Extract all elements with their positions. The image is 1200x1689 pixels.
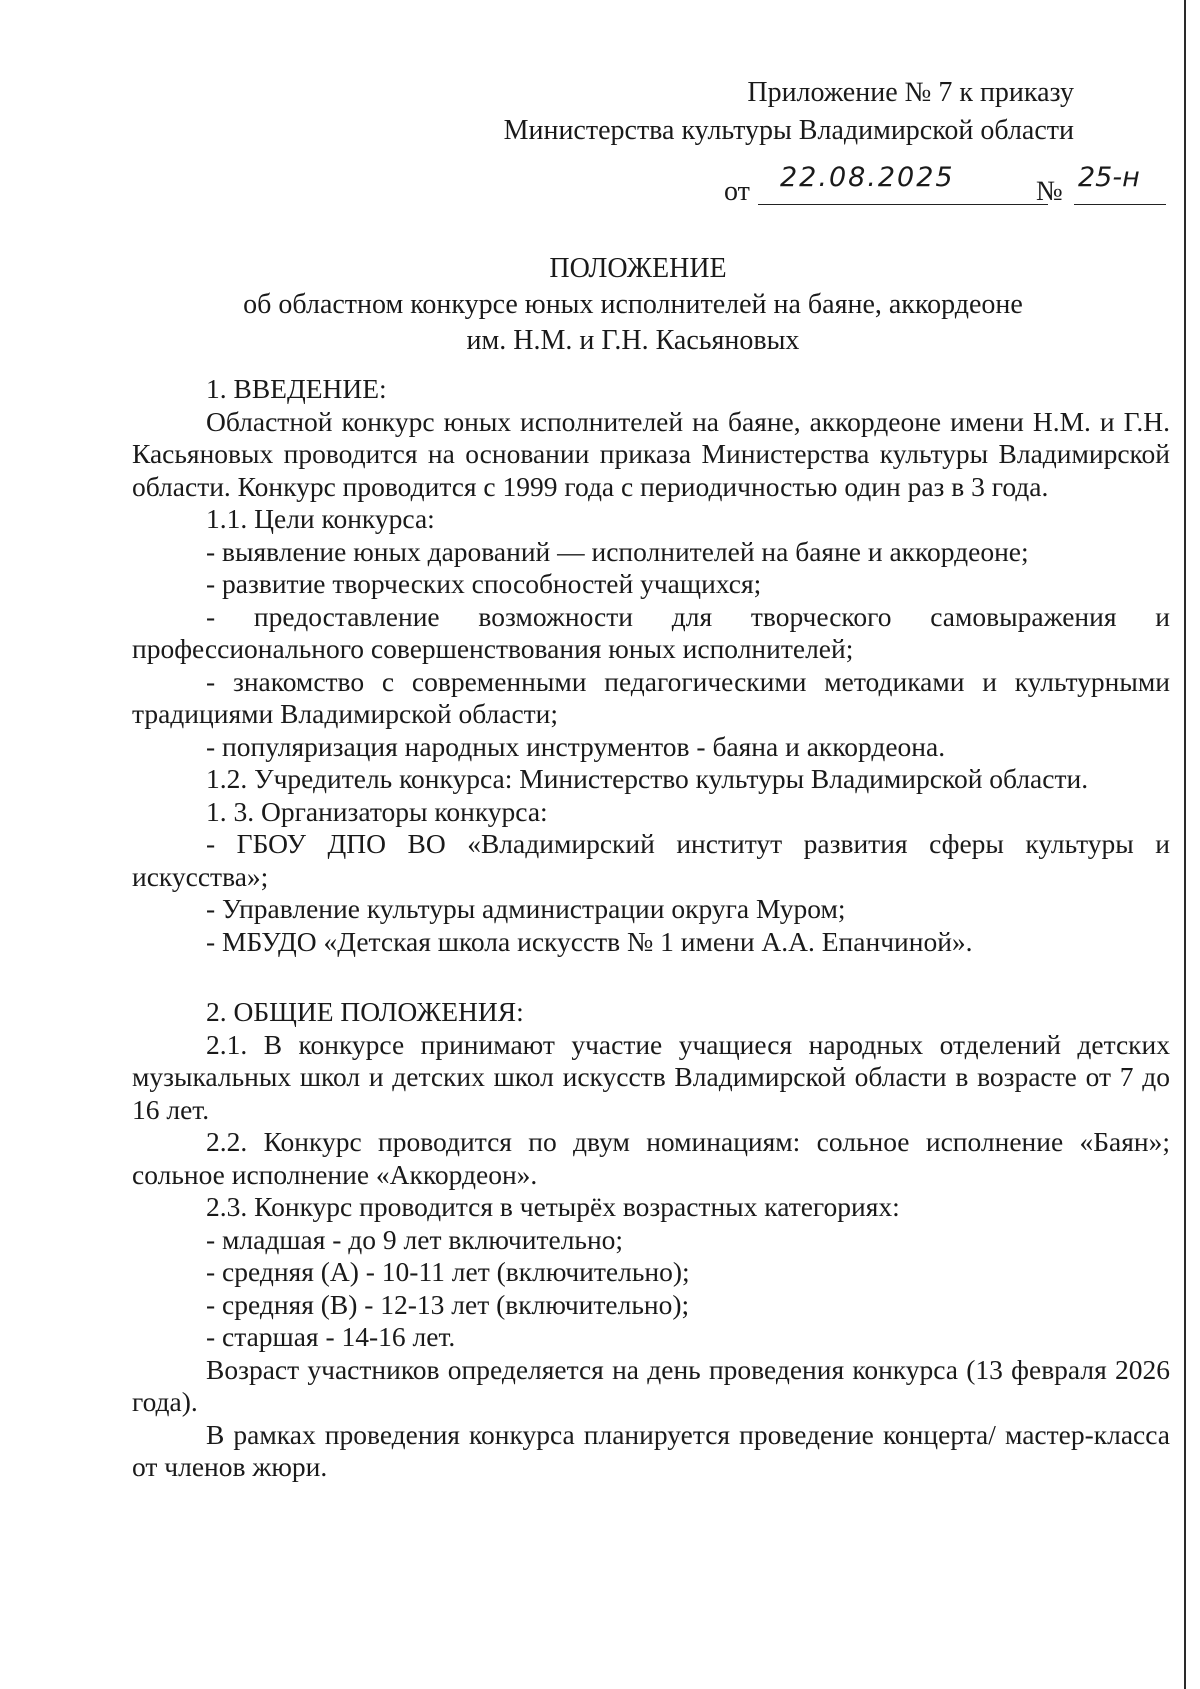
age-determination-note: Возраст участников определяется на день проведения конкурса (13 февраля 2026 года). xyxy=(132,1353,1170,1417)
appendix-line: Приложение № 7 к приказу xyxy=(747,77,1074,108)
age-category-item: - средняя (В) - 12-13 лет (включительно); xyxy=(206,1288,690,1320)
ministry-line: Министерства культуры Владимирской области xyxy=(503,115,1074,146)
founder-line: 1.2. Учредитель конкурса: Министерство культуры Владимирской области. xyxy=(206,763,1089,794)
goal-item: - знакомство с современными педагогическими методиками и культурными традициями Владимирской области; xyxy=(132,665,1170,729)
section-1-heading: 1. ВВЕДЕНИЕ: xyxy=(206,373,387,404)
age-category-item: - средняя (А) - 10-11 лет (включительно); xyxy=(206,1256,690,1287)
concert-note: В рамках проведения конкурса планируется проведение концерта/ мастер-класса от членов жюри. xyxy=(132,1418,1170,1482)
section-2-paragraph-3: 2.3. Конкурс проводится в четырёх возрастных категориях: xyxy=(206,1191,900,1222)
section-gap xyxy=(132,958,1170,996)
goal-item: - предоставление возможности для творческого самовыражения и профессионального совершенствования юных исполнителей; xyxy=(132,600,1170,664)
number-prefix: № xyxy=(1036,176,1063,207)
age-category-item: - старшая - 14-16 лет. xyxy=(206,1321,456,1352)
handwritten-number: 25-н xyxy=(1078,162,1140,193)
age-category-item: - младшая - до 9 лет включительно; xyxy=(206,1223,624,1255)
goal-item: - популяризация народных инструментов - баяна и аккордеона. xyxy=(206,730,946,762)
organizers-heading: 1. 3. Организаторы конкурса: xyxy=(206,795,548,827)
organizer-item: - ГБОУ ДПО ВО «Владимирский институт развития сферы культуры и искусства»; xyxy=(132,828,1170,892)
goals-heading: 1.1. Цели конкурса: xyxy=(206,503,435,534)
section-1-intro: Областной конкурс юных исполнителей на баяне, аккордеоне имени Н.М. и Г.Н. Касьяновых проводится на основании приказа Министерства культуры Владимирской области. Конкурс проводится с 1999 года с периодичностью один раз в 3 года. xyxy=(132,405,1170,502)
date-prefix: от xyxy=(724,176,750,207)
title-subtitle-2: им. Н.М. и Г.Н. Касьяновых xyxy=(466,325,800,356)
organizer-item: - МБУДО «Детская школа искусств № 1 имени А.А. Епанчиной». xyxy=(206,925,973,957)
section-2-paragraph-1: 2.1. В конкурсе принимают участие учащиеся народных отделений детских музыкальных школ и детских школ искусств Владимирской области в возрасте от 7 до 16 лет. xyxy=(132,1028,1170,1125)
goal-item: - выявление юных дарований — исполнителей на баяне и аккордеоне; xyxy=(206,535,1029,567)
organizer-item: - Управление культуры администрации округа Муром; xyxy=(206,893,846,924)
section-2-heading: 2. ОБЩИЕ ПОЛОЖЕНИЯ: xyxy=(206,996,524,1027)
title-subtitle-1: об областном конкурсе юных исполнителей на баяне, аккордеоне xyxy=(243,289,1023,320)
order-date-number xyxy=(724,162,1180,208)
title-main: ПОЛОЖЕНИЕ xyxy=(549,253,727,284)
goal-item: - развитие творческих способностей учащихся; xyxy=(206,568,762,599)
appendix-header xyxy=(504,74,1074,150)
section-2-paragraph-2: 2.2. Конкурс проводится по двум номинациям: сольное исполнение «Баян»; сольное исполнение «Аккордеон». xyxy=(132,1126,1170,1190)
number-underline xyxy=(1074,204,1166,205)
handwritten-date: 22.08.2025 xyxy=(780,162,955,193)
document-title xyxy=(0,251,1200,359)
document-body xyxy=(132,373,1170,1484)
date-underline xyxy=(758,204,1048,205)
